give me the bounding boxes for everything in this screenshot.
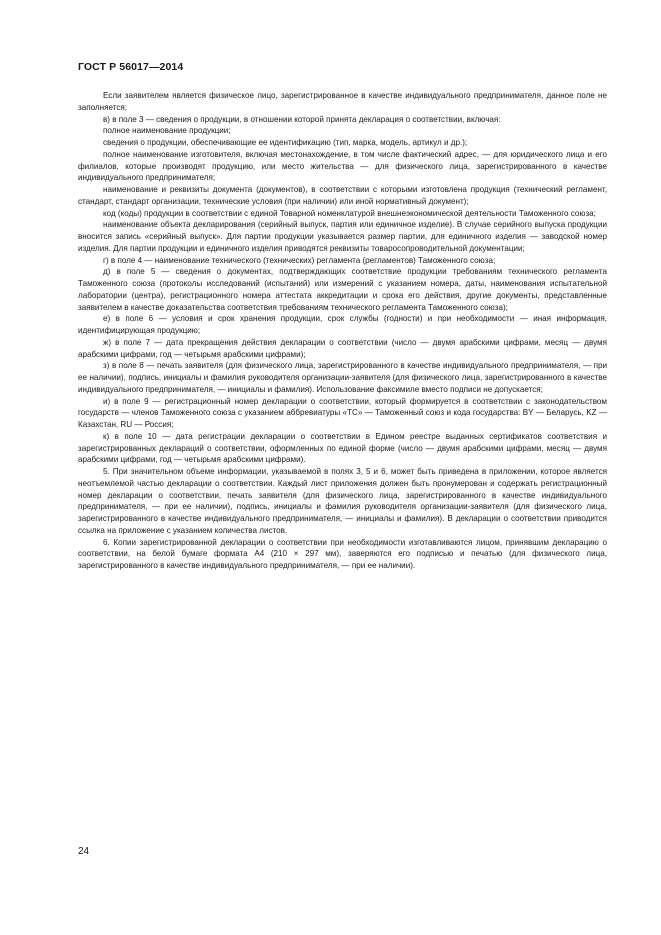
paragraph: 6. Копии зарегистрированной декларации о соответствии при необходимости изготавливаются лицом, принявшим декларацию о соответствии, на белой бумаге формата А4 (210 × 297 мм), заверяются его подписью и печатью (для физического лица, зарегистрированного в качестве индивидуального предпринимателя, — при ее наличии). <box>78 537 607 570</box>
document-body <box>78 90 607 572</box>
standard-header: ГОСТ Р 56017—2014 <box>78 61 184 73</box>
paragraph: наименование объекта декларирования (серийный выпуск, партия или единичное изделие). В случае серийного выпуска продукции вносится запись «серийный выпуск». Для партии продукции указывается размер партии, для единичного изделия — заводской номер изделия. Для партии продукции и единичного изделия приводятся реквизиты товаросопроводительной документации; <box>78 220 607 253</box>
paragraph: ж) в поле 7 — дата прекращения действия декларации о соответствии (число — двумя арабскими цифрами, месяц — двумя арабскими цифрами, год — четырьмя арабскими цифрами); <box>78 337 607 359</box>
paragraph: 5. При значительном объеме информации, указываемой в полях 3, 5 и 6, может быть приведена в приложении, которое является неотъемлемой частью декларации о соответствии. Каждый лист приложения должен быть пронумерован и содержать регистрационный номер декларации о соответствии, печать заявителя (для физического лица, зарегистрированного в качестве индивидуального предпринимателя, — при ее наличии), подпись, инициалы и фамилия руководителя организации-заявителя (для физического лица, зарегистрированного в качестве индивидуального предпринимателя, — инициалы и фамилия). В декларации о соответствии приводится ссылка на приложение с указанием количества листов. <box>78 467 607 535</box>
paragraph: код (коды) продукции в соответствии с единой Товарной номенклатурой внешнеэкономической деятельности Таможенного союза; <box>103 208 596 218</box>
paragraph: д) в поле 5 — сведения о документах, подтверждающих соответствие продукции требованиям технического регламента Таможенного союза (протоколы исследований (испытаний) или измерений с указанием номера, даты, наименования испытательной лаборатории (центра), регистрационного номера аттестата аккредитации и срока его действия, другие документы, представленные заявителем в качестве доказательства соответствия требованиям технического регламента Таможенного союза); <box>78 267 607 312</box>
paragraph: полное наименование продукции; <box>103 126 231 136</box>
paragraph: з) в поле 8 — печать заявителя (для физического лица, зарегистрированного в качестве индивидуального предпринимателя, — при ее наличии), подпись, инициалы и фамилия руководителя организации-заявителя (для физического лица, зарегистрированного в качестве индивидуального предпринимателя, — инициалы и фамилия). Использование факсимиле вместо подписи не допускается; <box>78 361 607 394</box>
paragraph: сведения о продукции, обеспечивающие ее идентификацию (тип, марка, модель, артикул и др.); <box>103 138 468 147</box>
paragraph: полное наименование изготовителя, включая местонахождение, в том числе фактический адрес, — для юридического лица и его филиалов, которые производят продукцию, или место жительства — для физического лица, зарегистрированного в качестве индивидуального предпринимателя; <box>78 149 607 183</box>
paragraph: наименование и реквизиты документа (документов), в соответствии с которыми изготовлена продукция (технический регламент, стандарт, стандарт организации, технические условия (при наличии) или иной нормативный документ); <box>78 185 607 206</box>
paragraph: г) в поле 4 — наименование технического (технических) регламента (регламентов) Таможенного союза; <box>103 255 496 265</box>
page-number: 24 <box>78 846 90 857</box>
paragraph: в) в поле 3 — сведения о продукции, в отношении которой принята декларация о соответствии, включая: <box>103 114 501 124</box>
paragraph: е) в поле 6 — условия и срок хранения продукции, срок службы (годности) и при необходимости — иная информация, идентифицирующая продукцию; <box>78 314 607 335</box>
paragraph: к) в поле 10 — дата регистрации декларации о соответствии в Едином реестре выданных сертификатов соответствия и зарегистрированных деклараций о соответствии, оформленных по единой форме (число — двумя арабскими цифрами, месяц — двумя арабскими цифрами, год — четырьмя арабскими цифрами). <box>78 431 607 465</box>
paragraph: Если заявителем является физическое лицо, зарегистрированное в качестве индивидуального предпринимателя, данное поле не заполняется; <box>78 91 607 112</box>
paragraph: и) в поле 9 — регистрационный номер декларации о соответствии, который формируется в соответствии с законодательством государств — членов Таможенного союза с указанием аббревиатуры «ТС» — Таможенный союз и кода государства: BY — Беларусь, KZ — Казахстан, RU — Россия; <box>78 396 607 429</box>
